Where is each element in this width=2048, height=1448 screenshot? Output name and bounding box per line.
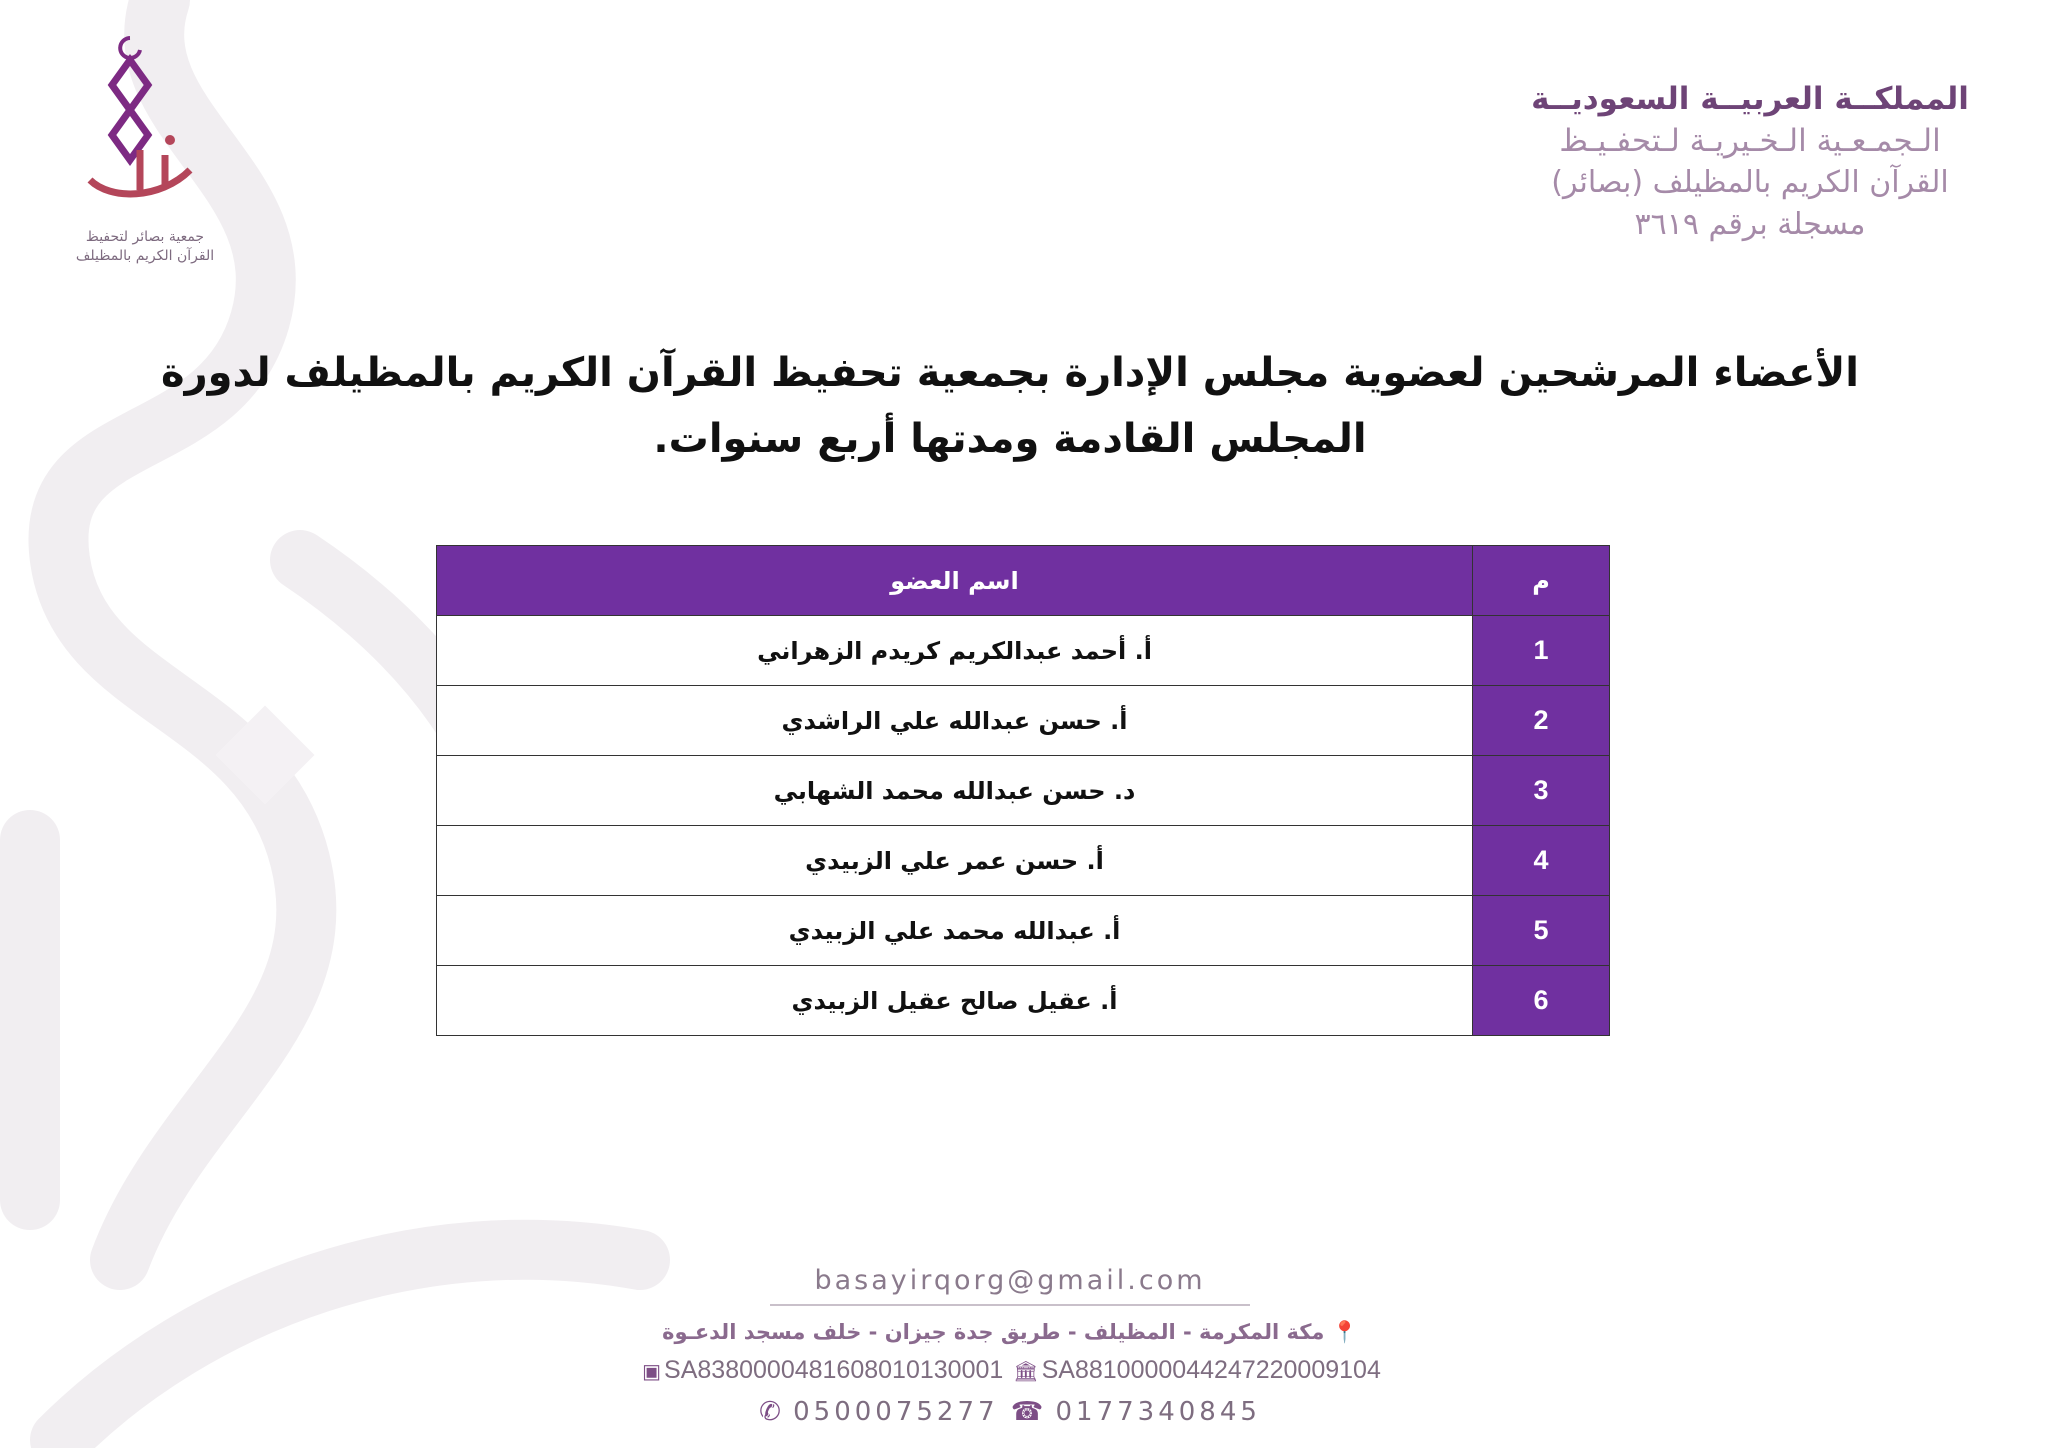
table-row (437, 616, 1610, 686)
mobile-phone-icon: ✆ (759, 1397, 781, 1427)
table-header-row (437, 546, 1610, 616)
phone-landline[interactable]: 0177340845 (1055, 1397, 1261, 1427)
row-number: 6 (1473, 966, 1610, 1036)
table-row (437, 966, 1610, 1036)
row-number: 4 (1473, 826, 1610, 896)
footer-bank-accounts (560, 1350, 1460, 1392)
logo-mark-icon (70, 30, 210, 210)
footer-address-line (560, 1314, 1460, 1350)
footer-address: مكة المكرمة - المظيلف - طريق جدة جيزان - خلف مسجد الدعـوة (662, 1320, 1325, 1344)
table-row (437, 686, 1610, 756)
member-name: أ. عقيل صالح عقيل الزبيدي (437, 966, 1473, 1036)
row-number: 3 (1473, 756, 1610, 826)
member-name: أ. عبدالله محمد علي الزبيدي (437, 896, 1473, 966)
row-number: 1 (1473, 616, 1610, 686)
logo-text-line1: جمعية بصائر لتحفيظ (85, 229, 205, 245)
table-row (437, 756, 1610, 826)
logo-text-line2: القرآن الكريم بالمظيلف (75, 248, 215, 264)
bank-account-2: SA8810000044247220009104 (1041, 1356, 1381, 1384)
table-row (437, 826, 1610, 896)
footer-phones (560, 1392, 1460, 1432)
header-association-name: القرآن الكريم بالمظيلف (بصائر) (1551, 165, 1949, 200)
footer-email[interactable]: basayirqorg@gmail.com (814, 1265, 1206, 1296)
header-country: المملكــة العربيــة السعوديــة (1531, 81, 1969, 117)
candidates-table (436, 545, 1610, 1036)
header-member-name: اسم العضو (437, 546, 1473, 616)
organization-header (1490, 78, 2010, 246)
bank-building-icon: 🏛 (1013, 1361, 1039, 1383)
header-number: م (1473, 546, 1610, 616)
phone-mobile[interactable]: 0500075277 (793, 1397, 999, 1427)
header-registration: مسجلة برقم ٣٦١٩ (1634, 207, 1866, 242)
bank-card-icon: ▣ (642, 1361, 662, 1383)
page-title: الأعضاء المرشحين لعضوية مجلس الإدارة بجمعية تحفيظ القرآن الكريم بالمظيلف لدورة المجلس القادمة ومدتها أربع سنوات. (161, 350, 1859, 462)
member-name: أ. حسن عمر علي الزبيدي (437, 826, 1473, 896)
location-pin-icon: 📍 (1331, 1320, 1358, 1344)
telephone-icon: ☎ (1010, 1397, 1044, 1427)
organization-logo (30, 30, 230, 264)
bank-account-1: SA8380000481608010130001 (664, 1356, 1004, 1384)
member-name: أ. حسن عبدالله علي الراشدي (437, 686, 1473, 756)
member-name: أ. أحمد عبدالكريم كريدم الزهراني (437, 616, 1473, 686)
member-name: د. حسن عبدالله محمد الشهابي (437, 756, 1473, 826)
header-association: الـجمـعـية الـخـيريـة لـتحفـيـظ (1559, 123, 1941, 159)
footer-contact (560, 1262, 1460, 1432)
row-number: 5 (1473, 896, 1610, 966)
footer-divider (770, 1304, 1250, 1306)
table-row (437, 896, 1610, 966)
row-number: 2 (1473, 686, 1610, 756)
